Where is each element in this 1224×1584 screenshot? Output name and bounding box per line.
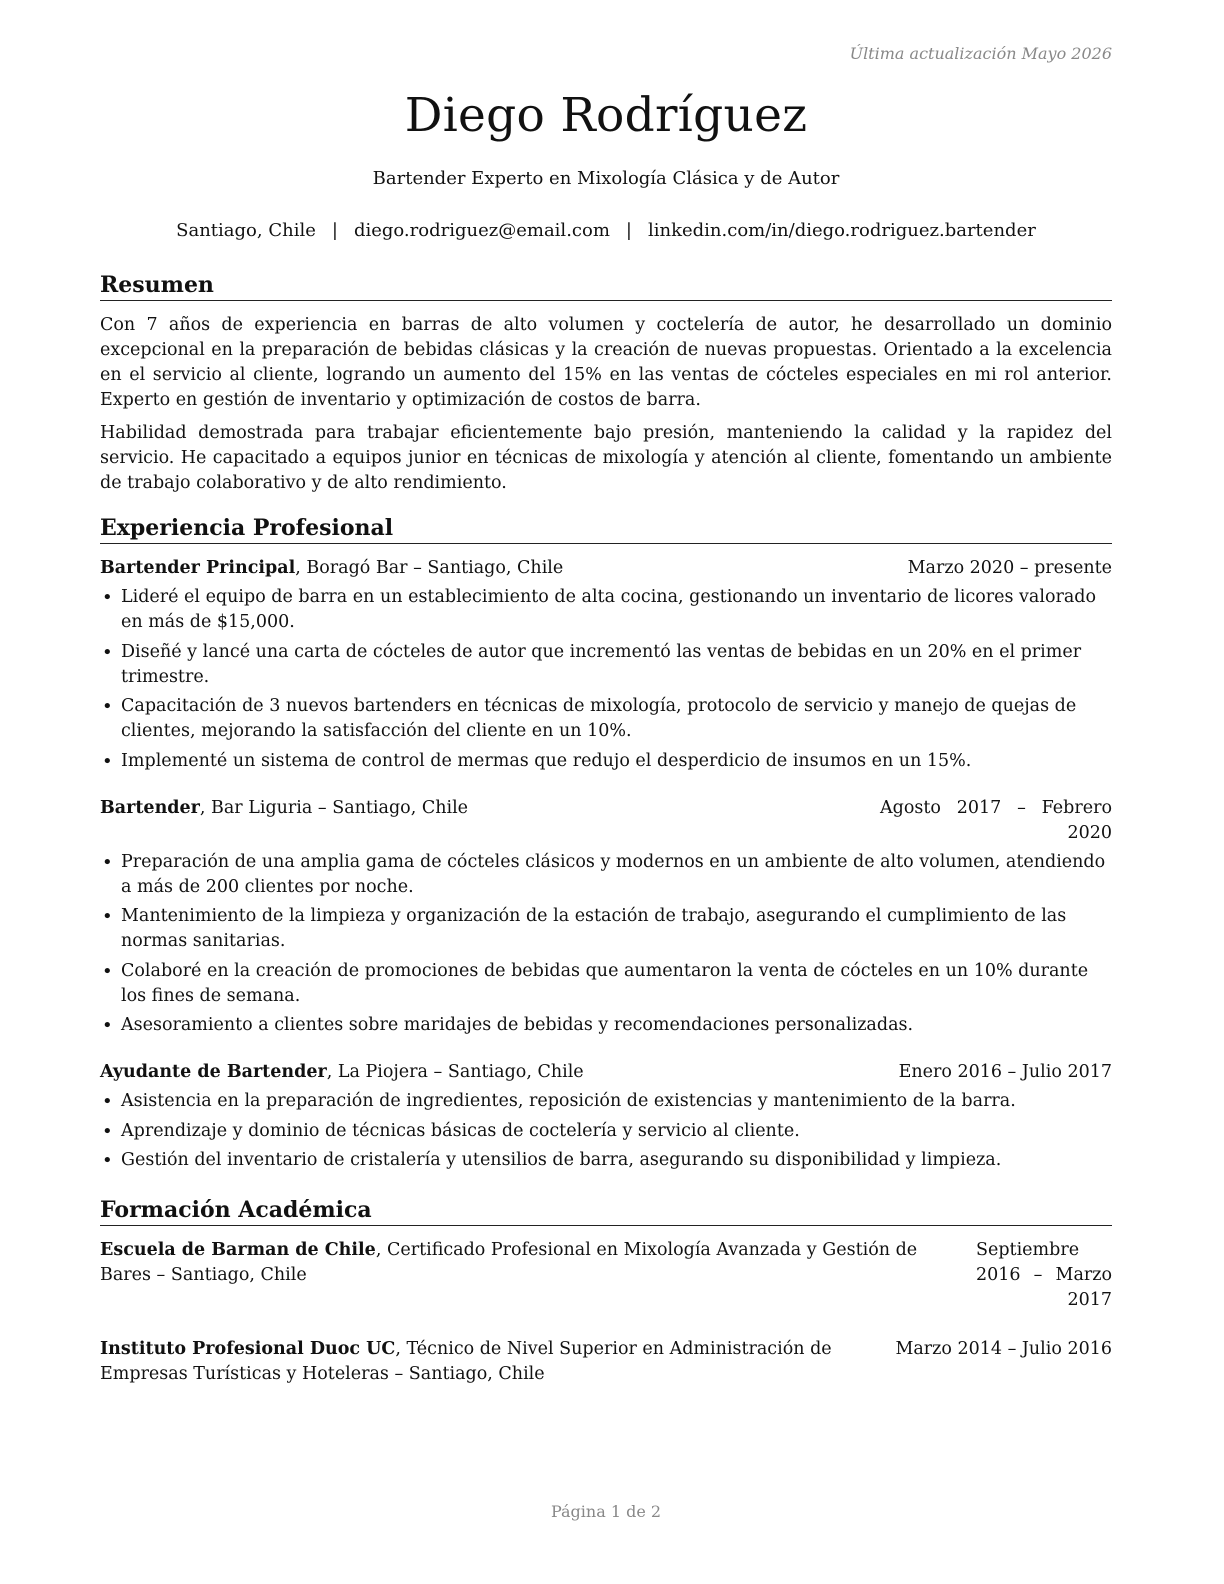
- education-dates: Septiembre 2016 – Marzo 2017: [976, 1240, 1112, 1310]
- job-dates: Marzo 2020 – presente: [907, 558, 1112, 578]
- summary-section: [100, 271, 1112, 504]
- job-bullet: • Gestión del inventario de cristalería y utensilios de barra, asegurando su disponibilidad y limpieza.: [100, 1148, 1112, 1173]
- section-title-experience: Experiencia Profesional: [100, 514, 1112, 544]
- education-entry: [100, 1238, 1112, 1313]
- job-role: Ayudante de Bartender: [100, 1062, 327, 1082]
- job-bullets: [100, 1089, 1112, 1173]
- job-bullet: • Mantenimiento de la limpieza y organización de la estación de trabajo, asegurando el cumplimiento de las normas sanitarias.: [100, 904, 1112, 954]
- job-bullet: • Implementé un sistema de control de mermas que redujo el desperdicio de insumos en un 15%.: [100, 749, 1112, 774]
- job-entry: [100, 796, 1112, 1039]
- page-number: Página 1 de 2: [550, 1502, 662, 1521]
- job-place: , Boragó Bar – Santiago, Chile: [295, 558, 564, 578]
- candidate-name: Diego Rodríguez: [404, 88, 808, 143]
- job-bullets: [100, 585, 1112, 774]
- education-school: Escuela de Barman de Chile: [100, 1240, 376, 1260]
- job-dates: Agosto 2017 – Febrero 2020: [880, 797, 1112, 843]
- last-updated: Última actualización Mayo 2026: [849, 44, 1112, 63]
- resume-page: [100, 0, 1112, 1584]
- job-place: , La Piojera – Santiago, Chile: [326, 1062, 584, 1082]
- contact-email[interactable]: diego.rodriguez@email.com: [353, 220, 610, 241]
- contact-location: Santiago, Chile: [176, 220, 316, 241]
- job-bullet: • Preparación de una amplia gama de cócteles clásicos y modernos en un ambiente de alto volumen, atendiendo a más de 200 clientes por noche.: [100, 850, 1112, 900]
- job-bullet: • Asesoramiento a clientes sobre maridajes de bebidas y recomendaciones personalizadas.: [100, 1013, 1112, 1038]
- education-detail: , Certificado Profesional en Mixología Avanzada y Gestión de Bares – Santiago, Chile: [100, 1240, 918, 1285]
- contact-linkedin[interactable]: linkedin.com/in/diego.rodriguez.bartender: [647, 220, 1036, 241]
- job-bullet: • Colaboré en la creación de promociones de bebidas que aumentaron la venta de cócteles en un 10% durante los fines de semana.: [100, 959, 1112, 1009]
- candidate-tagline: Bartender Experto en Mixología Clásica y de Autor: [372, 168, 840, 189]
- job-role: Bartender Principal: [100, 558, 296, 578]
- job-header: [100, 796, 1112, 846]
- education-section: [100, 1196, 1112, 1387]
- job-header: [100, 556, 1112, 581]
- job-bullet: • Capacitación de 3 nuevos bartenders en técnicas de mixología, protocolo de servicio y manejo de quejas de clientes, mejorando la satisfacción del cliente en un 10%.: [100, 694, 1112, 744]
- job-bullet: • Aprendizaje y dominio de técnicas básicas de coctelería y servicio al cliente.: [100, 1119, 1112, 1144]
- job-bullet: • Asistencia en la preparación de ingredientes, reposición de existencias y mantenimiento de la barra.: [100, 1089, 1112, 1114]
- contact-separator: |: [625, 220, 632, 241]
- education-entry: [100, 1337, 1112, 1387]
- job-dates: Enero 2016 – Julio 2017: [898, 1062, 1112, 1082]
- job-place: , Bar Liguria – Santiago, Chile: [199, 797, 469, 818]
- experience-section: [100, 514, 1112, 1178]
- education-detail: , Técnico de Nivel Superior en Administración de Empresas Turísticas y Hoteleras – Santiago, Chile: [100, 1339, 832, 1384]
- job-header: [100, 1060, 1112, 1085]
- summary-paragraph: Habilidad demostrada para trabajar eficientemente bajo presión, manteniendo la calidad y la rapidez del servicio. He capacitado a equipos junior en técnicas de mixología y atención al cliente, fomentando un ambiente de trabajo colaborativo y de alto rendimiento.: [100, 423, 1112, 493]
- summary-paragraph: Con 7 años de experiencia en barras de alto volumen y coctelería de autor, he desarrollado un dominio excepcional en la preparación de bebidas clásicas y la creación de nuevas propuestas. Orientado a la excelencia en el servicio al cliente, logrando un aumento del 15% en las ventas de cócteles especiales en mi rol anterior. Experto en gestión de inventario y optimización de costos de barra.: [100, 315, 1112, 410]
- education-dates: Marzo 2014 – Julio 2016: [895, 1339, 1112, 1359]
- contact-line: [100, 220, 1112, 241]
- job-role: Bartender: [100, 797, 200, 818]
- section-title-summary: Resumen: [100, 271, 1112, 301]
- job-bullet: • Diseñé y lancé una carta de cócteles de autor que incrementó las ventas de bebidas en un 20% en el primer trimestre.: [100, 640, 1112, 690]
- job-entry: [100, 556, 1112, 774]
- section-title-education: Formación Académica: [100, 1196, 1112, 1226]
- job-entry: [100, 1060, 1112, 1173]
- contact-separator: |: [331, 220, 338, 241]
- job-bullet: • Lideré el equipo de barra en un establecimiento de alta cocina, gestionando un inventario de licores valorado en más de $15,000.: [100, 585, 1112, 635]
- education-school: Instituto Profesional Duoc UC: [100, 1339, 396, 1359]
- job-bullets: [100, 850, 1112, 1039]
